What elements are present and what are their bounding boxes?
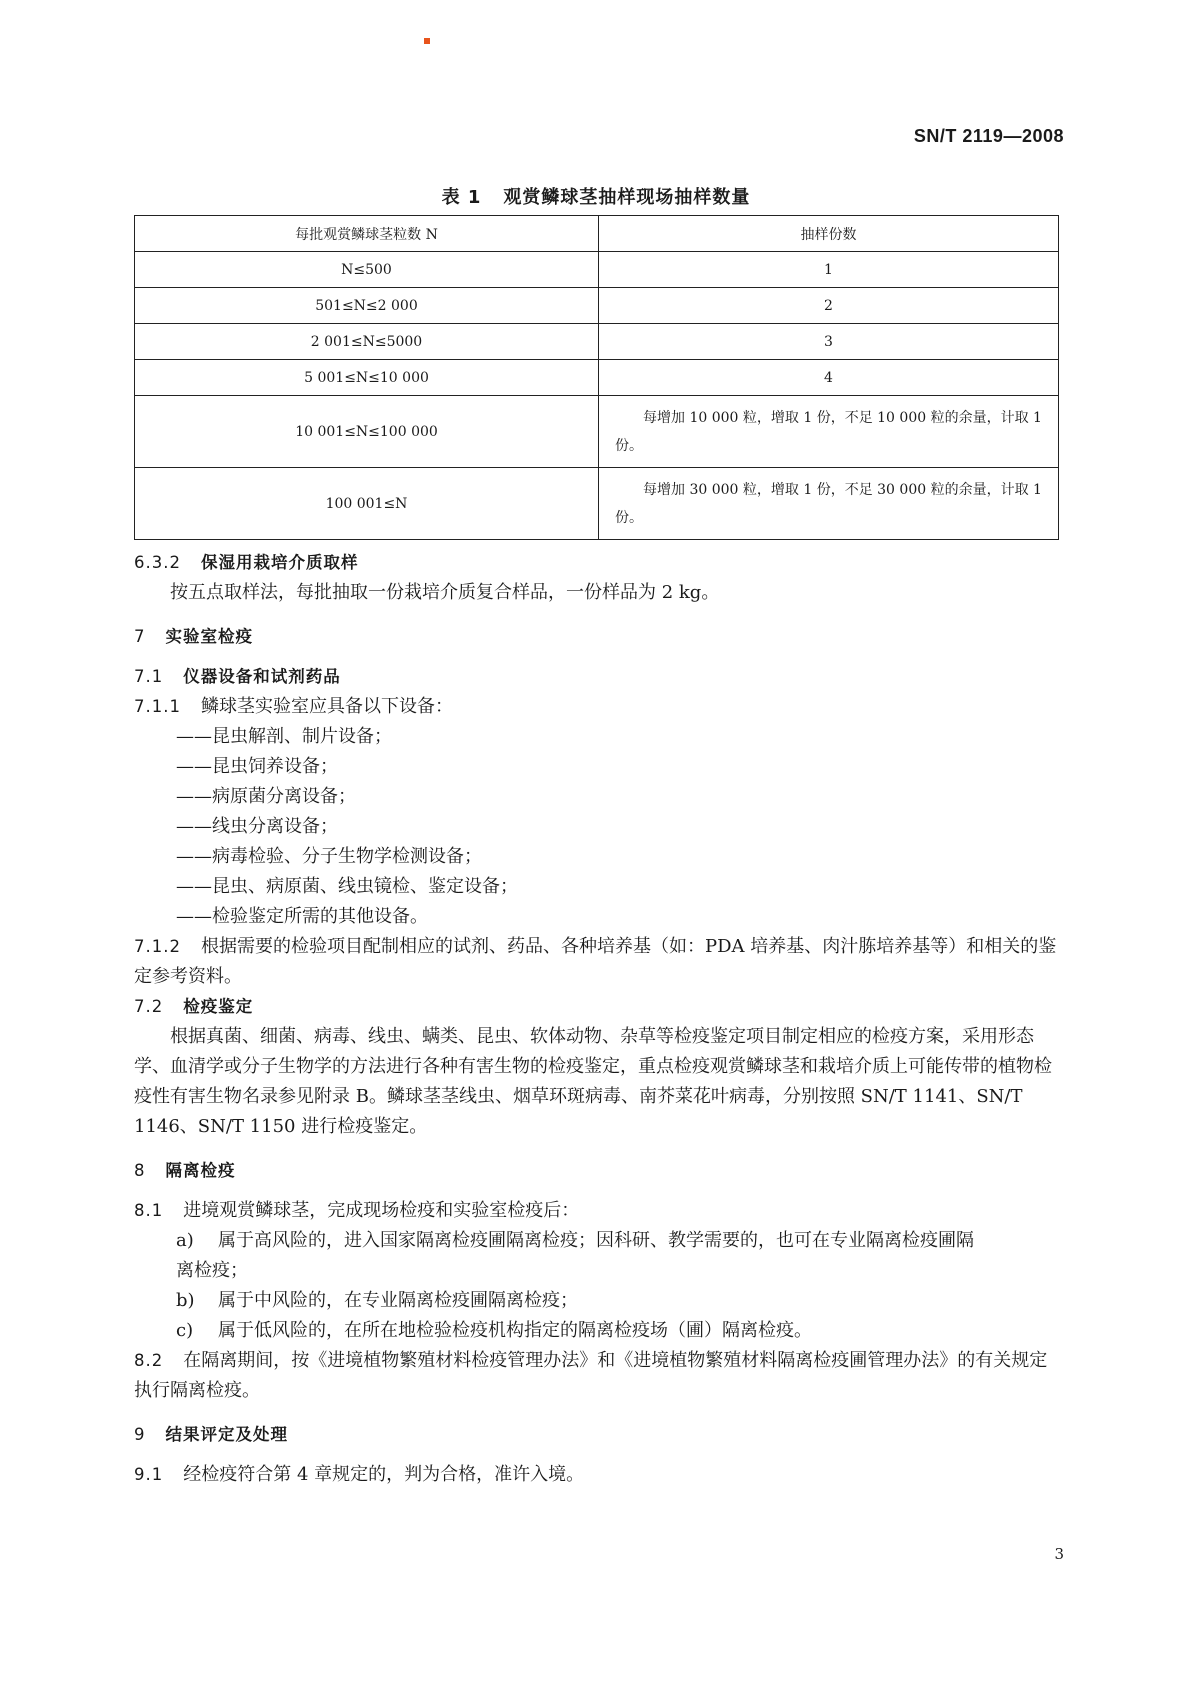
enum-text: 属于高风险的，进入国家隔离检疫圃隔离检疫；因科研、教学需要的，也可在专业隔离检疫圃隔 xyxy=(218,1230,974,1251)
document-body xyxy=(134,548,1060,1490)
clause-8-2 xyxy=(134,1346,1060,1406)
table-title xyxy=(134,183,1058,209)
clause-7-1-1 xyxy=(134,692,1060,722)
section-heading-6-3-2 xyxy=(134,548,1060,578)
table-cell-range: 10 001≤N≤100 000 xyxy=(135,396,599,468)
section-title: 检疫鉴定 xyxy=(183,997,254,1016)
section-title: 仪器设备和试剂药品 xyxy=(183,667,341,686)
enum-continuation: 离检疫； xyxy=(176,1260,248,1281)
table-cell-range: 5 001≤N≤10 000 xyxy=(135,360,599,396)
table-cell-samples: 2 xyxy=(599,288,1059,324)
list-item: ——病毒检验、分子生物学检测设备； xyxy=(176,846,482,867)
list-item: ——昆虫、病原菌、线虫镜检、鉴定设备； xyxy=(176,876,518,897)
clause-number: 8.1 xyxy=(134,1201,164,1220)
paragraph: 根据真菌、细菌、病毒、线虫、螨类、昆虫、软体动物、杂草等检疫鉴定项目制定相应的检疫方案，采用形态学、血清学或分子生物学的方法进行各种有害生物的检疫鉴定，重点检疫观赏鳞球茎和栽培介质上可能传带的植物检疫性有害生物名录参见附录 B。鳞球茎茎线虫、烟草环斑病毒、南芥菜花叶病毒，分别按照 SN/T 1141、SN/T 1146、SN/T 1150 进行检疫鉴定。 xyxy=(134,1026,1052,1137)
section-number: 8 xyxy=(134,1161,146,1180)
table-title-text: 观赏鳞球茎抽样现场抽样数量 xyxy=(503,187,751,208)
clause-text: 根据需要的检验项目配制相应的试剂、药品、各种培养基（如：PDA 培养基、肉汁胨培养基等）和相关的鉴定参考资料。 xyxy=(134,936,1057,987)
section-number: 7.2 xyxy=(134,997,164,1016)
section-title: 保湿用栽培介质取样 xyxy=(200,553,359,572)
table-number: 表 1 xyxy=(441,187,482,208)
clause-text: 鳞球茎实验室应具备以下设备： xyxy=(200,696,453,717)
table-cell-samples: 3 xyxy=(599,324,1059,360)
enum-item xyxy=(134,1226,1060,1256)
table-header-row xyxy=(135,216,1059,252)
section-number: 7 xyxy=(134,627,146,646)
section-heading-8 xyxy=(134,1156,1060,1186)
section-number: 6.3.2 xyxy=(134,553,181,572)
enum-label: b) xyxy=(176,1290,195,1311)
table-row xyxy=(135,468,1059,540)
table-cell-range: N≤500 xyxy=(135,252,599,288)
section-heading-7-1 xyxy=(134,662,1060,692)
enum-item xyxy=(134,1316,1060,1346)
clause-number: 9.1 xyxy=(134,1465,164,1484)
page-number: 3 xyxy=(1054,1545,1064,1563)
paragraph: 按五点取样法，每批抽取一份栽培介质复合样品，一份样品为 2 kg。 xyxy=(170,582,720,603)
clause-text: 进境观赏鳞球茎，完成现场检疫和实验室检疫后： xyxy=(183,1200,580,1221)
clause-number: 8.2 xyxy=(134,1351,164,1370)
clause-text: 在隔离期间，按《进境植物繁殖材料检疫管理办法》和《进境植物繁殖材料隔离检疫圃管理办法》的有关规定执行隔离检疫。 xyxy=(134,1350,1048,1401)
clause-7-1-2 xyxy=(134,932,1060,992)
enum-text: 属于中风险的，在专业隔离检疫圃隔离检疫； xyxy=(218,1290,578,1311)
section-heading-7 xyxy=(134,622,1060,652)
enum-item xyxy=(134,1286,1060,1316)
list-item: ——昆虫解剖、制片设备； xyxy=(176,726,392,747)
clause-text: 经检疫符合第 4 章规定的，判为合格，准许入境。 xyxy=(183,1464,585,1485)
list-item: ——病原菌分离设备； xyxy=(176,786,356,807)
clause-number: 7.1.1 xyxy=(134,697,181,716)
table-row xyxy=(135,324,1059,360)
table-cell-samples: 每增加 10 000 粒，增取 1 份，不足 10 000 粒的余量，计取 1 份。 xyxy=(599,396,1059,468)
orange-mark xyxy=(424,38,430,44)
table-cell-range: 2 001≤N≤5000 xyxy=(135,324,599,360)
sampling-table xyxy=(134,215,1059,540)
enum-label: a) xyxy=(176,1230,194,1251)
clause-8-1 xyxy=(134,1196,1060,1226)
table-cell-range: 100 001≤N xyxy=(135,468,599,540)
clause-number: 7.1.2 xyxy=(134,937,181,956)
section-title: 实验室检疫 xyxy=(165,627,253,646)
table-row xyxy=(135,288,1059,324)
section-number: 9 xyxy=(134,1425,146,1444)
table-row xyxy=(135,396,1059,468)
table-header-count: 每批观赏鳞球茎粒数 N xyxy=(135,216,599,252)
table-cell-range: 501≤N≤2 000 xyxy=(135,288,599,324)
section-title: 隔离检疫 xyxy=(165,1161,236,1180)
section-title: 结果评定及处理 xyxy=(165,1425,288,1444)
list-item: ——线虫分离设备； xyxy=(176,816,338,837)
table-cell-samples: 1 xyxy=(599,252,1059,288)
table-header-samples: 抽样份数 xyxy=(599,216,1059,252)
table-row xyxy=(135,252,1059,288)
list-item: ——检验鉴定所需的其他设备。 xyxy=(176,906,428,927)
section-heading-7-2 xyxy=(134,992,1060,1022)
section-number: 7.1 xyxy=(134,667,164,686)
table-cell-samples: 4 xyxy=(599,360,1059,396)
clause-9-1 xyxy=(134,1460,1060,1490)
list-item: ——昆虫饲养设备； xyxy=(176,756,338,777)
enum-label: c) xyxy=(176,1320,194,1341)
enum-text: 属于低风险的，在所在地检验检疫机构指定的隔离检疫场（圃）隔离检疫。 xyxy=(218,1320,812,1341)
table-row xyxy=(135,360,1059,396)
standard-number: SN/T 2119—2008 xyxy=(913,126,1064,146)
section-heading-9 xyxy=(134,1420,1060,1450)
table-cell-samples: 每增加 30 000 粒，增取 1 份，不足 30 000 粒的余量，计取 1 份。 xyxy=(599,468,1059,540)
